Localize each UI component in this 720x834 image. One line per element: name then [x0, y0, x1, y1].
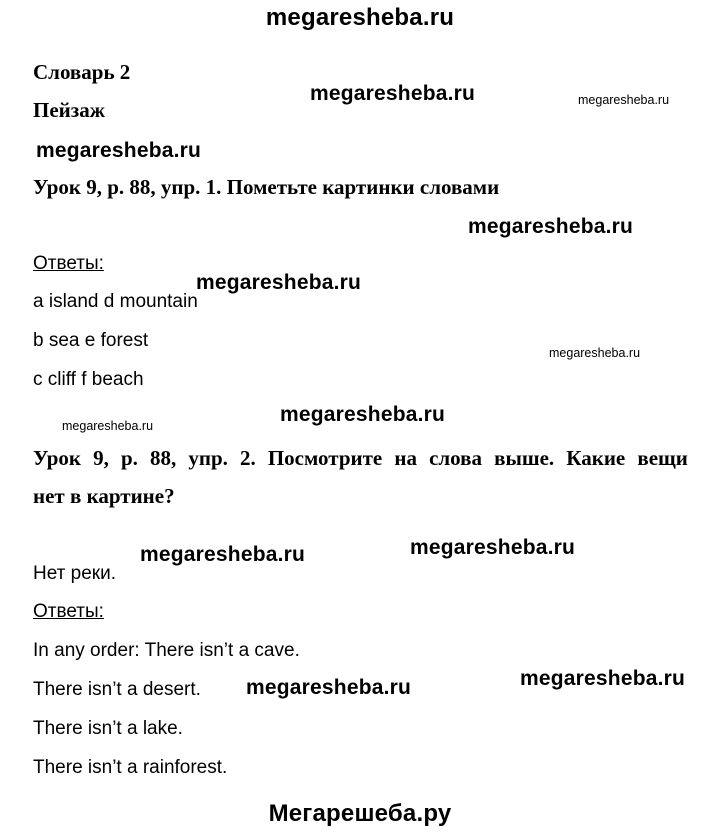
task2-heading-word: 88,	[149, 446, 177, 470]
watermark-small: megaresheba.ru	[549, 346, 641, 360]
watermark: megaresheba.ru	[140, 543, 306, 566]
watermark: megaresheba.ru	[246, 676, 412, 699]
task2-answers-label: Ответы:	[33, 601, 104, 622]
task2-heading-word: Урок	[33, 446, 81, 470]
task1-answer-3: c cliff f beach	[33, 369, 144, 390]
task1-answer-1: a island d mountain	[33, 291, 198, 312]
task1-heading: Урок 9, р. 88, упр. 1. Пометьте картинки словами	[33, 175, 500, 199]
task1-answer-2: b sea e forest	[33, 330, 149, 351]
watermark: megaresheba.ru	[36, 139, 202, 162]
task2-heading-word: Посмотрите	[267, 446, 383, 470]
watermark: megaresheba.ru	[196, 271, 362, 294]
watermark: megaresheba.ru	[310, 82, 476, 105]
task2-heading-word: выше.	[494, 446, 555, 470]
task2-heading-word: упр.	[188, 446, 228, 470]
task2-heading-line2: нет в картине?	[33, 484, 175, 508]
watermark-small: megaresheba.ru	[578, 93, 670, 107]
footer-site-name: Мегарешеба.ру	[268, 800, 452, 827]
watermark-small: megaresheba.ru	[62, 419, 154, 433]
watermark: megaresheba.ru	[280, 403, 446, 426]
task2-heading-word: р.	[120, 446, 138, 470]
task2-heading-word: Какие	[566, 446, 626, 470]
watermark: megaresheba.ru	[468, 215, 634, 238]
task2-heading-line1	[33, 446, 688, 471]
task2-heading-word: 2.	[239, 446, 256, 470]
task2-note: Нет реки.	[33, 563, 116, 584]
task2-answer-3: There isn’t a lake.	[33, 718, 183, 739]
task2-heading-word: слова	[429, 446, 482, 470]
watermark: megaresheba.ru	[520, 667, 686, 690]
task2-heading-word: вещи	[637, 446, 688, 470]
task2-answer-2: There isn’t a desert.	[33, 679, 201, 700]
header-site-name: megaresheba.ru	[265, 4, 455, 31]
task2-answer-4: There isn’t a rainforest.	[33, 757, 228, 778]
task2-heading-word: на	[394, 446, 417, 470]
section-title: Словарь 2	[33, 60, 131, 84]
watermark: megaresheba.ru	[410, 536, 576, 559]
task2-heading-word: 9,	[93, 446, 109, 470]
task2-answer-1: In any order: There isn’t a cave.	[33, 640, 300, 661]
section-subtitle: Пейзаж	[33, 98, 105, 122]
task1-answers-label: Ответы:	[33, 253, 104, 274]
